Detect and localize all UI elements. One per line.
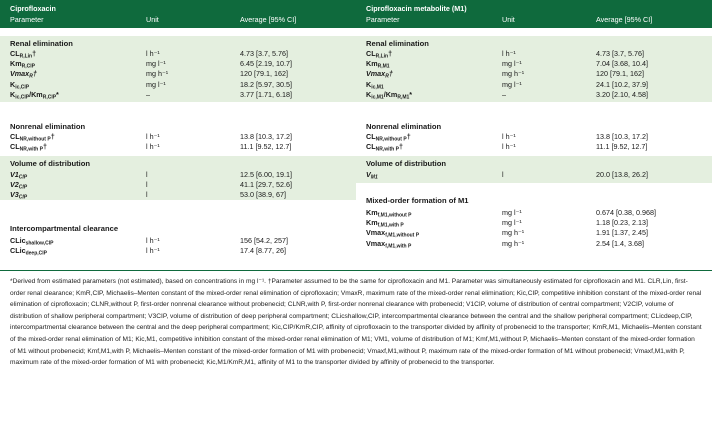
param-symbol-ratio: /Km — [383, 89, 398, 99]
param-unit: mg h⁻¹ — [502, 69, 525, 79]
param-subscript: f,M1,with P — [377, 222, 404, 229]
param-subscript: f,M1,without P — [377, 212, 412, 219]
header-left — [0, 0, 356, 28]
param-name — [366, 90, 412, 103]
param-subscript: R,M1 — [377, 63, 390, 70]
param-name — [10, 190, 27, 203]
param-unit: l — [146, 190, 148, 200]
param-symbol: Km — [366, 59, 378, 69]
param-average: 13.8 [10.3, 17.2] — [240, 132, 292, 141]
param-unit: l — [502, 170, 504, 179]
param-unit: mg l⁻¹ — [146, 59, 166, 69]
param-unit: l h⁻¹ — [146, 236, 160, 245]
left-title: Ciprofloxacin — [10, 4, 56, 13]
section-title: Volume of distribution — [10, 159, 91, 168]
param-average: 2.54 [1.4, 3.68] — [596, 238, 644, 248]
right-col-average: Average [95% CI] — [596, 15, 653, 24]
right-col-parameter: Parameter — [366, 15, 400, 24]
param-symbol: CL — [366, 49, 376, 58]
param-subscript: NR,without P — [19, 136, 51, 143]
param-symbol: CLic — [10, 236, 26, 245]
param-symbol: CL — [366, 142, 376, 152]
param-unit: l — [146, 170, 148, 179]
param-subscript: deep,CIP — [25, 250, 47, 257]
param-average: 120 [79.1, 162] — [596, 69, 644, 79]
section-title: Nonrenal elimination — [366, 122, 442, 131]
param-name — [10, 246, 47, 259]
param-footnote-mark: † — [406, 132, 411, 141]
param-average: 11.1 [9.52, 12.7] — [240, 142, 292, 152]
param-subscript: R,Lin — [19, 53, 33, 60]
param-subscript: NR,without P — [375, 136, 407, 143]
param-unit: mg h⁻¹ — [502, 238, 525, 248]
param-subscript: M1 — [370, 174, 378, 181]
param-subscript: R,CIP — [42, 94, 57, 101]
param-unit: – — [502, 89, 506, 99]
param-footnote-mark: † — [42, 142, 47, 152]
param-average: 4.73 [3.7, 5.76] — [596, 49, 644, 58]
param-symbol: CL — [10, 142, 20, 152]
param-symbol: Km — [10, 59, 22, 69]
param-average: 1.91 [1.37, 2.45] — [596, 228, 648, 238]
param-name — [366, 239, 411, 252]
param-subscript: R — [29, 73, 33, 80]
param-name — [10, 90, 59, 103]
left-col-unit: Unit — [146, 15, 159, 24]
param-average: 1.18 [0.23, 2.13] — [596, 218, 648, 228]
param-symbol-ratio: /Km — [29, 89, 43, 99]
param-unit: mg l⁻¹ — [146, 79, 166, 89]
param-average: 53.0 [38.9, 67] — [240, 190, 286, 200]
param-subscript: ic,CIP — [15, 94, 30, 101]
param-footnote-mark: * — [409, 89, 413, 99]
right-panel — [356, 28, 712, 270]
param-symbol: V1 — [10, 170, 19, 179]
section-title: Renal elimination — [366, 39, 429, 48]
param-average: 3.20 [2.10, 4.58] — [596, 89, 648, 99]
param-average: 156 [54.2, 257] — [240, 236, 288, 245]
footnote — [10, 276, 702, 369]
section-title: Intercompartmental clearance — [10, 224, 119, 233]
param-symbol: V — [366, 170, 371, 179]
param-average: 4.73 [3.7, 5.76] — [240, 49, 288, 58]
param-symbol: K — [366, 79, 372, 89]
param-subscript: CIP — [18, 184, 28, 191]
param-symbol: Vmax — [366, 69, 386, 79]
param-average: 0.674 [0.38, 0.968] — [596, 208, 656, 217]
param-symbol: Km — [366, 208, 378, 217]
param-subscript: NR,with P — [375, 146, 399, 153]
param-symbol: CL — [366, 132, 376, 141]
param-unit: l h⁻¹ — [502, 49, 516, 58]
param-name — [10, 142, 47, 155]
param-average: 6.45 [2.19, 10.7] — [240, 59, 292, 69]
param-symbol: CL — [10, 132, 20, 141]
param-symbol: Vmax — [10, 69, 30, 79]
param-symbol: Km — [366, 218, 378, 228]
param-symbol: K — [10, 89, 16, 99]
param-footnote-mark: † — [32, 49, 37, 58]
section-title: Renal elimination — [10, 39, 73, 48]
param-average: 41.1 [29.7, 52.6] — [240, 180, 292, 190]
param-average: 18.2 [5.97, 30.5] — [240, 79, 292, 89]
left-panel — [0, 28, 356, 270]
param-symbol: V3 — [10, 190, 19, 200]
footnote-text: *Derived from estimated parameters (not estimated), based on concentrations in mg l⁻¹. †Parameter assumed to be the same for ciprofloxacin and M1. Parameter was simultaneously estimated for ciprofloxacin and M1. CLR,Lin, first-order renal clearance; KmR,CIP, Michaelis–Menten constant of the mixed-order renal elimination of ciprofloxacin; VmaxR, maximum rate of the mixed-order renal elimination; Kic,CIP, competitive inhibition constant of the mixed-order renal elimination of ciprofloxacin; CLNR,without P, first-order nonrenal clearance without probenecid; CLNR,with P, first-order nonrenal clearance with probenecid; V1CIP, volume of distribution of central compartment; V2CIP, volume of distribution of shallow peripheral compartment; V3CIP, volume of distribution of deep peripheral compartment; CLicshallow,CIP, intercompartmental clearance between the central and the shallow peripheral compartment; CLicdeep,CIP, intercompartmental clearance between the central and the deep peripheral compartment; Kic,CIP/KmR,CIP, affinity of ciprofloxacin to the transporter divided by affinity of probenecid to the transporter; KmR,M1, Michaelis–Menten constant of the mixed-order renal elimination of M1; Kic,M1, competitive inhibition constant of the mixed-order renal elimination of M1; VM1, volume of distribution of M1; Kmf,M1,without P, Michaelis–Menten constant of the mixed-order formation of M1 without probenecid; Kmf,M1,with P, Michaelis–Menten constant of the mixed-order formation of M1 with probenecid; Vmaxf,M1,without P, maximum rate of the mixed-order formation of M1 without probenecid; Vmaxf,M1,with P, maximum rate of the mixed-order formation of M1 with probenecid; Kic,M1/KmR,M1, affinity of M1 to the transporter divided by affinity of probenecid to the transporter. — [10, 278, 702, 367]
param-footnote-mark: † — [388, 69, 393, 79]
param-unit: mg h⁻¹ — [146, 69, 169, 79]
left-col-average: Average [95% CI] — [240, 15, 297, 24]
param-average: 120 [79.1, 162] — [240, 69, 288, 79]
param-subscript: ic,M1 — [371, 84, 384, 91]
section-title: Nonrenal elimination — [10, 122, 86, 131]
param-subscript: shallow,CIP — [25, 240, 54, 247]
param-unit: – — [146, 89, 150, 99]
param-average: 7.04 [3.68, 10.4] — [596, 59, 648, 69]
param-average: 13.8 [10.3, 17.2] — [596, 132, 648, 141]
table-bottom-rule — [0, 270, 712, 271]
param-symbol: CLic — [10, 246, 26, 256]
param-subscript: f,M1,with P — [385, 243, 412, 250]
param-average: 12.5 [6.00, 19.1] — [240, 170, 292, 179]
param-unit: mg l⁻¹ — [502, 208, 522, 217]
param-subscript: R,CIP — [21, 63, 35, 70]
table-body — [0, 28, 712, 270]
param-subscript: CIP — [18, 174, 28, 181]
param-subscript: f,M1,without P — [385, 232, 420, 239]
param-symbol: CL — [10, 49, 20, 58]
param-subscript: R,M1 — [397, 94, 410, 101]
param-subscript: ic,M1 — [371, 94, 384, 101]
param-unit: l — [146, 180, 148, 190]
param-subscript: ic,CIP — [15, 84, 30, 91]
param-symbol: V2 — [10, 180, 19, 190]
param-unit: l h⁻¹ — [146, 49, 160, 58]
right-title: Ciprofloxacin metabolite (M1) — [366, 4, 467, 13]
param-symbol: K — [366, 89, 372, 99]
param-subscript: NR,with P — [19, 146, 43, 153]
param-subscript: CIP — [18, 194, 28, 201]
param-unit: mg l⁻¹ — [502, 218, 522, 228]
param-name — [366, 142, 403, 155]
param-unit: mg l⁻¹ — [502, 59, 522, 69]
param-unit: mg l⁻¹ — [502, 79, 522, 89]
param-footnote-mark: † — [388, 49, 393, 58]
param-unit: mg h⁻¹ — [502, 228, 525, 238]
param-unit: l h⁻¹ — [146, 132, 160, 141]
left-col-parameter: Parameter — [10, 15, 44, 24]
param-name — [366, 170, 378, 183]
param-symbol: K — [10, 79, 16, 89]
param-footnote-mark: * — [56, 89, 59, 99]
param-average: 24.1 [10.2, 37.9] — [596, 79, 648, 89]
param-average: 3.77 [1.71, 6.18] — [240, 89, 292, 99]
param-unit: l h⁻¹ — [146, 246, 160, 256]
param-subscript: R,Lin — [375, 53, 389, 60]
param-footnote-mark: † — [398, 142, 403, 152]
param-unit: l h⁻¹ — [502, 142, 516, 152]
table-header — [0, 0, 712, 28]
param-symbol: Vmax — [366, 228, 386, 238]
header-right — [356, 0, 712, 28]
right-col-unit: Unit — [502, 15, 515, 24]
param-unit: l h⁻¹ — [146, 142, 160, 152]
param-average: 11.1 [9.52, 12.7] — [596, 142, 648, 152]
param-footnote-mark: † — [50, 132, 55, 141]
section-title: Volume of distribution — [366, 159, 447, 168]
section-title: Mixed-order formation of M1 — [366, 196, 469, 205]
param-footnote-mark: † — [32, 69, 37, 79]
param-unit: l h⁻¹ — [502, 132, 516, 141]
param-average: 20.0 [13.8, 26.2] — [596, 170, 648, 179]
param-subscript: R — [385, 73, 389, 80]
param-symbol: Vmax — [366, 238, 386, 248]
param-average: 17.4 [8.77, 26] — [240, 246, 286, 256]
